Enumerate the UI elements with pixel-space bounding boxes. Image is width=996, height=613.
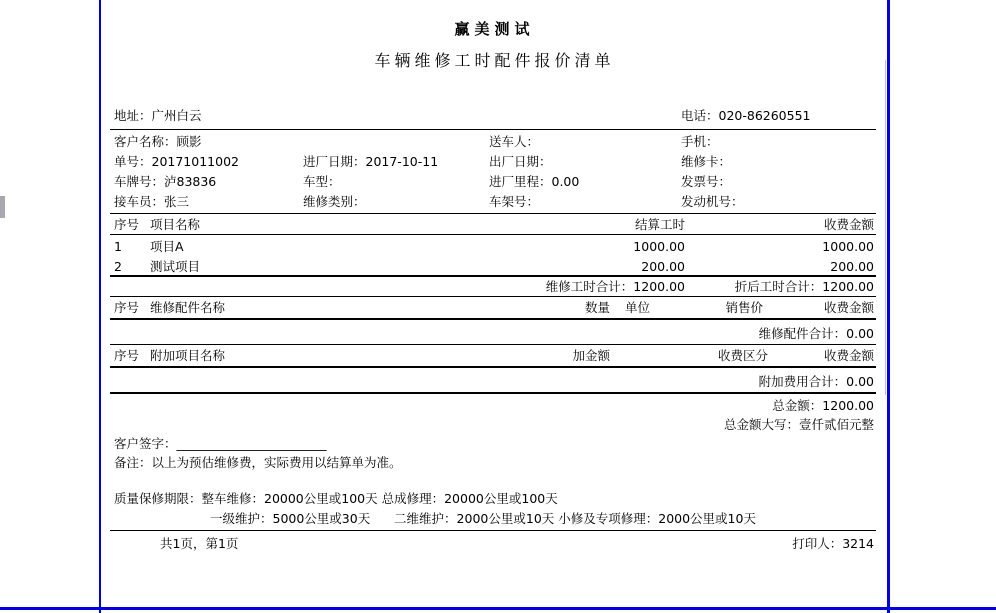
divider-line-parts-top (110, 296, 876, 297)
addl-header-no: 序号 (114, 348, 140, 363)
receiver-text: 接车员：张三 (114, 194, 190, 209)
customer-signature: 客户签字：________________________ (114, 436, 327, 451)
labor-row-hours: 200.00 (641, 259, 685, 274)
warranty-line1: 质量保修期限：整车维修：20000公里或100天 总成修理：20000公里或100天 (114, 491, 558, 506)
invoice-no-text: 发票号： (681, 174, 732, 189)
addl-header-name: 附加项目名称 (150, 348, 226, 363)
parts-header-qty: 数量 (584, 300, 610, 315)
address-text: 地址：广州白云 (114, 108, 202, 123)
labor-row-no: 1 (114, 239, 122, 254)
company-title: 赢美测试 (454, 20, 535, 38)
repair-type-text: 维修类别： (303, 194, 366, 209)
labor-total-hours: 维修工时合计：1200.00 (545, 279, 685, 294)
labor-total-discounted: 折后工时合计：1200.00 (734, 279, 874, 294)
mileage-text: 进厂里程：0.00 (489, 174, 580, 189)
labor-header-hours: 结算工时 (634, 217, 685, 232)
parts-header-price: 销售价 (725, 300, 763, 315)
phone-text: 电话：020-86260551 (681, 108, 811, 123)
addl-header-charge-class: 收费区分 (717, 348, 768, 363)
addl-header-added-amount: 加金额 (572, 348, 610, 363)
divider-line-parts-header (110, 318, 876, 320)
labor-row-name: 项目A (150, 239, 184, 254)
parts-total: 维修配件合计：0.00 (758, 326, 874, 341)
divider-line-footer (110, 530, 876, 531)
page-border-left (99, 0, 101, 613)
vin-text: 车架号： (489, 194, 540, 209)
labor-header-amount: 收费金额 (823, 217, 874, 232)
divider-line-addl-top (110, 344, 876, 345)
page-shadow (885, 60, 886, 395)
parts-header-no: 序号 (114, 300, 140, 315)
parts-header-unit: 单位 (625, 300, 651, 315)
order-no-text: 单号：20171011002 (114, 154, 239, 169)
divider-line-labor-top (110, 213, 876, 214)
divider-line-addl-bottom (110, 392, 876, 394)
divider-line-labor-header (110, 234, 876, 235)
labor-row-hours: 1000.00 (633, 239, 685, 254)
addl-header-amount: 收费金额 (823, 348, 874, 363)
entry-date-text: 进厂日期：2017-10-11 (303, 154, 439, 169)
warranty-line2: 一级维护：5000公里或30天 二维维护：2000公里或10天 小修及专项修理：2000公里或10天 (210, 511, 756, 526)
mobile-text: 手机： (681, 134, 719, 149)
labor-row-amount: 200.00 (830, 259, 874, 274)
car-model-text: 车型： (303, 174, 341, 189)
divider-line-labor-bottom (110, 275, 876, 277)
scrollbar-artifact (0, 196, 5, 218)
parts-header-amount: 收费金额 (823, 300, 874, 315)
parts-header-name: 维修配件名称 (150, 300, 226, 315)
divider-line-addl-header (110, 366, 876, 368)
labor-row-no: 2 (114, 259, 122, 274)
customer-name-text: 客户名称：顾影 (114, 134, 202, 149)
plate-no-text: 车牌号：泸83836 (114, 174, 217, 189)
doc-title: 车辆维修工时配件报价清单 (374, 51, 615, 70)
remark-text: 备注：以上为预估维修费，实际费用以结算单为准。 (114, 455, 402, 470)
total-amount-caps: 总金额大写：壹仟贰佰元整 (723, 417, 874, 432)
engine-no-text: 发动机号： (681, 194, 744, 209)
divider-line-address (110, 129, 876, 130)
page-border-right (887, 0, 890, 613)
repair-card-text: 维修卡： (681, 154, 732, 169)
sender-text: 送车人： (489, 134, 540, 149)
page-border-bottom (0, 607, 996, 610)
labor-header-name: 项目名称 (150, 217, 201, 232)
exit-date-text: 出厂日期： (489, 154, 552, 169)
labor-row-name: 测试项目 (150, 259, 201, 274)
labor-header-no: 序号 (114, 217, 140, 232)
labor-row-amount: 1000.00 (822, 239, 874, 254)
page-count: 共1页，第1页 (160, 536, 239, 551)
printer-id: 打印人：3214 (792, 536, 874, 551)
addl-total: 附加费用合计：0.00 (758, 374, 874, 389)
total-amount: 总金额：1200.00 (772, 398, 874, 413)
